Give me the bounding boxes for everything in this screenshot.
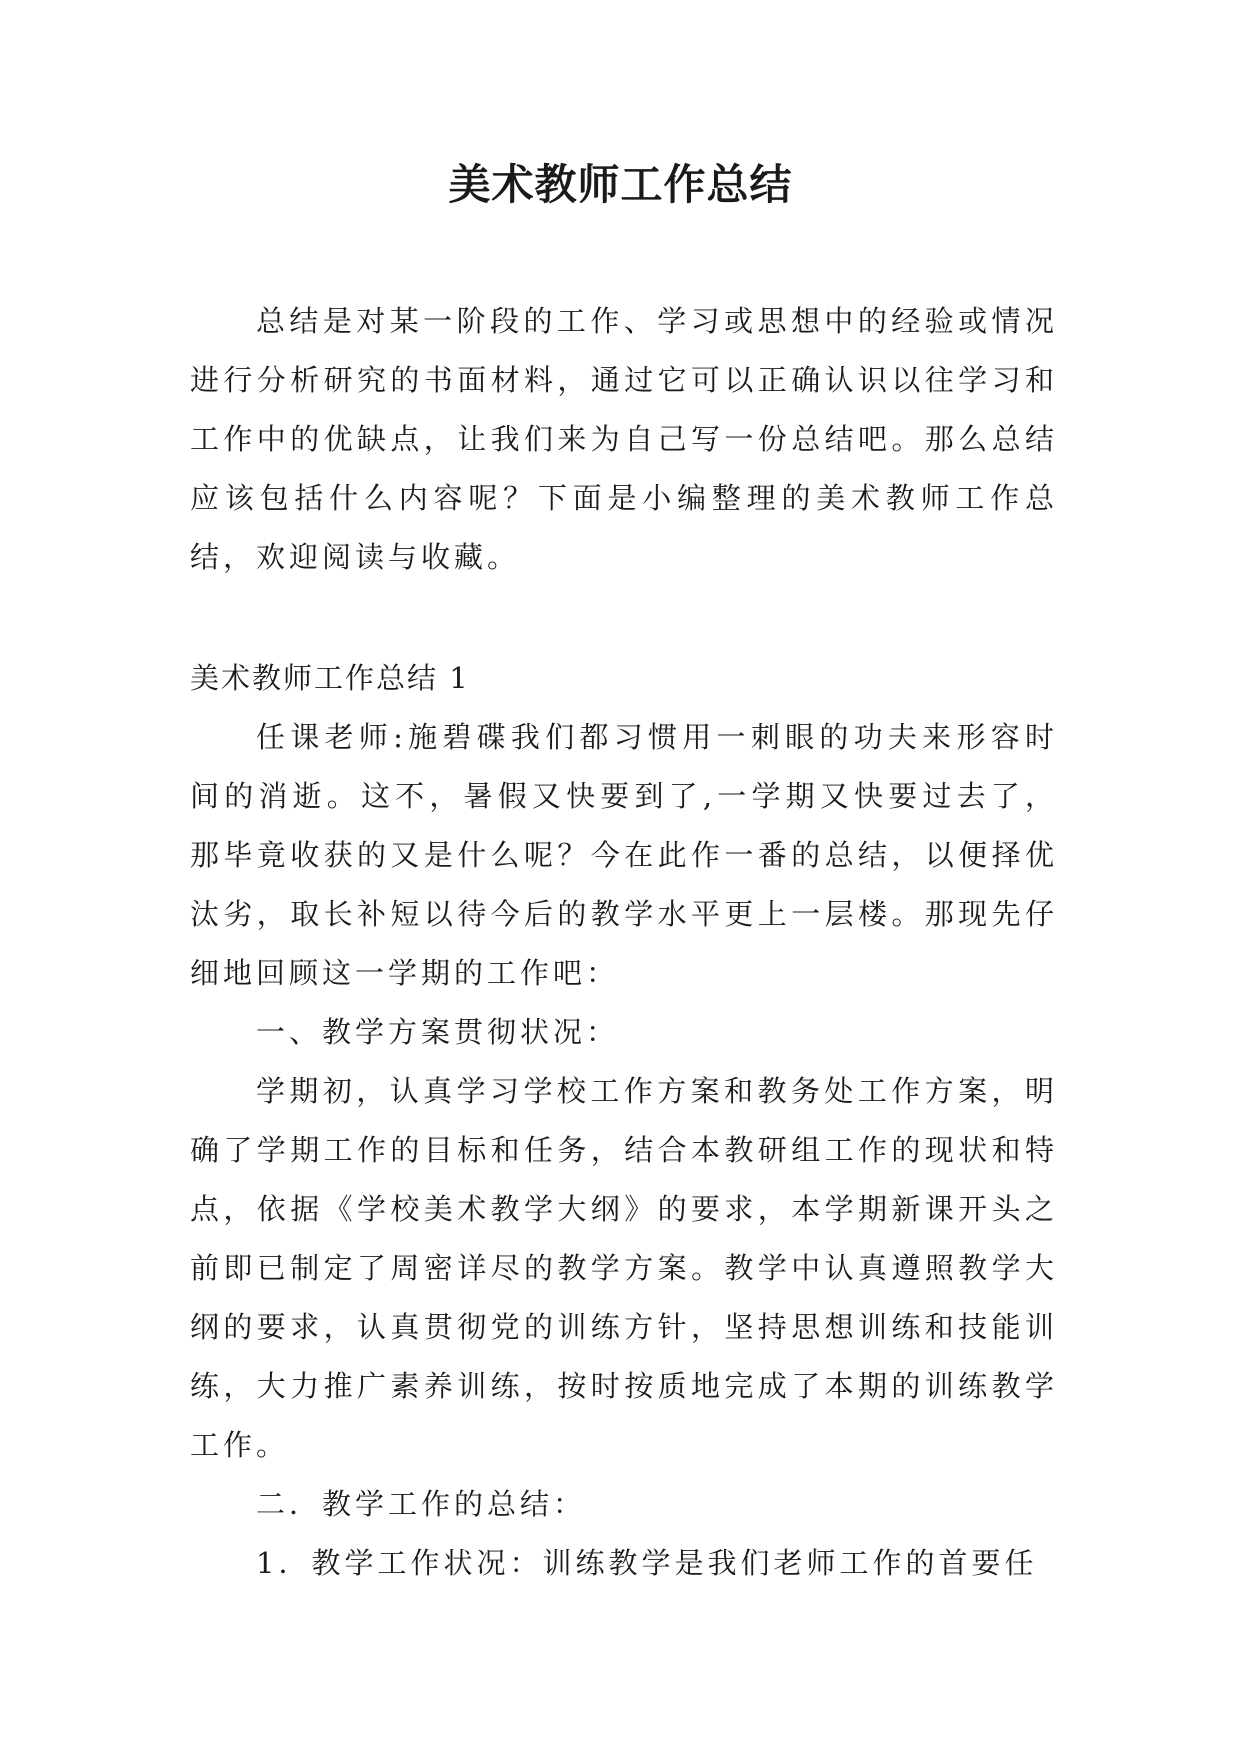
paragraph-teaching: 1．教学工作状况：训练教学是我们老师工作的首要任 [256,1546,1038,1580]
paragraph-plan: 学期初，认真学习学校工作方案和教务处工作方案，明确了学期工作的目标和任务，结合本教研组工作的现状和特点，依据《学校美术教学大纲》的要求，本学期新课开头之前即已制定了周密详尽的教学方案。教学中认真遵照教学大纲的要求，认真贯彻党的训练方针，坚持思想训练和技能训练，大力推广素养训练，按时按质地完成了本期的训练教学工作。 [190,1074,1058,1462]
document-title: 美术教师工作总结 [448,160,793,209]
spacer [190,587,1058,649]
document-body [190,292,1058,1593]
section-heading: 美术教师工作总结 1 [190,661,470,695]
paragraph-opening: 任课老师:施碧碟我们都习惯用一刺眼的功夫来形容时间的消逝。这不，暑假又快要到了,一学期又快要过去了，那毕竟收获的又是什么呢？今在此作一番的总结，以便择优汰劣，取长补短以待今后的教学水平更上一层楼。那现先仔细地回顾这一学期的工作吧： [190,720,1058,990]
subheading-summary: 二．教学工作的总结： [256,1487,587,1521]
subheading-plan: 一、教学方案贯彻状况： [256,1015,620,1049]
intro-paragraph: 总结是对某一阶段的工作、学习或思想中的经验或情况进行分析研究的书面材料，通过它可以正确认识以往学习和工作中的优缺点，让我们来为自己写一份总结吧。那么总结应该包括什么内容呢？下面是小编整理的美术教师工作总结，欢迎阅读与收藏。 [190,304,1058,574]
